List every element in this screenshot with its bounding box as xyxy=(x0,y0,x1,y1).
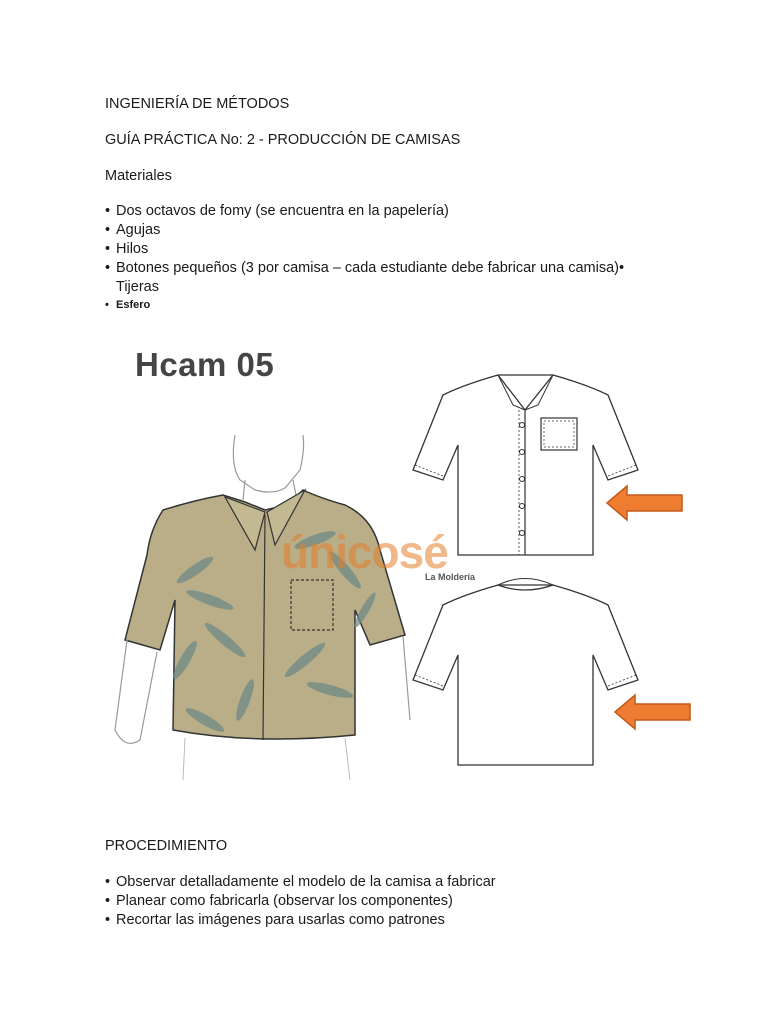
materials-list xyxy=(105,202,624,313)
procedure-heading: PROCEDIMIENTO xyxy=(105,838,228,854)
course-title: INGENIERÍA DE MÉTODOS xyxy=(105,96,290,112)
list-item: • Hilos xyxy=(105,240,624,259)
shirt-back-sketch xyxy=(403,570,648,770)
list-item: • Esfero xyxy=(105,297,624,313)
list-item: • Dos octavos de fomy (se encuentra en la papelería) xyxy=(105,202,624,221)
brand-watermark: únicosé xyxy=(281,526,448,578)
procedure-list xyxy=(105,873,496,930)
arrow-left-icon xyxy=(613,692,693,732)
list-item xyxy=(105,259,624,297)
model-code: Hcam 05 xyxy=(135,346,275,383)
list-item: • Observar detalladamente el modelo de la camisa a fabricar xyxy=(105,873,496,892)
list-item-text: Botones pequeños (3 por camisa – cada estudiante debe fabricar una camisa)• xyxy=(116,260,625,276)
list-item-text: Tijeras xyxy=(116,279,159,295)
arrow-left-icon xyxy=(605,483,685,523)
materials-heading: Materiales xyxy=(105,168,172,184)
list-item: • Agujas xyxy=(105,221,624,240)
list-item: • Planear como fabricarla (observar los componentes) xyxy=(105,892,496,911)
shirt-figure xyxy=(105,340,705,780)
brand-tagline: La Moldería xyxy=(425,572,476,582)
list-item: • Recortar las imágenes para usarlas como patrones xyxy=(105,911,496,930)
guide-title: GUÍA PRÁCTICA No: 2 - PRODUCCIÓN DE CAMISAS xyxy=(105,132,461,148)
